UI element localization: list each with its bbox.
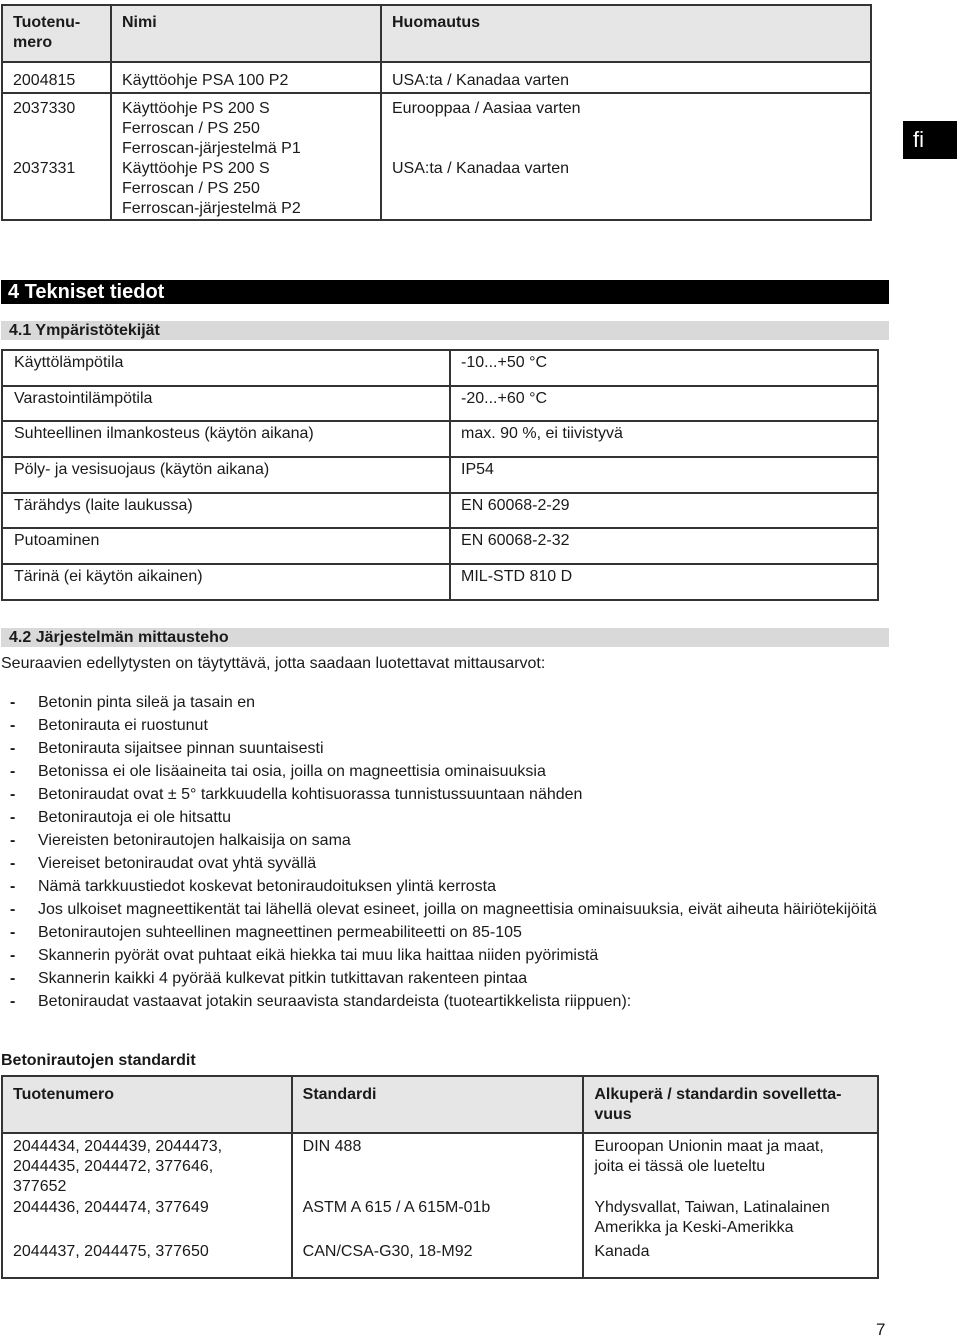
cell-value: -20...+60 °C bbox=[450, 386, 878, 422]
cell-product-number: 2044434, 2044439, 2044473, 2044435, 2044472, 377646, 377652 bbox=[13, 1138, 223, 1195]
list-item-text: Betonirauta ei ruostunut bbox=[38, 717, 208, 734]
table-row bbox=[2, 528, 878, 564]
language-tab: fi bbox=[903, 121, 957, 159]
list-item bbox=[10, 693, 889, 713]
cell-value: -10...+50 °C bbox=[450, 350, 878, 386]
header-product-number: Tuotenu- mero bbox=[2, 5, 111, 62]
cell-origin: Kanada bbox=[583, 1242, 878, 1278]
requirements-list bbox=[10, 693, 889, 1015]
list-item-text: Betoniraudat ovat ± 5° tarkkuudella kohtisuorassa tunnistussuuntaan nähden bbox=[38, 786, 583, 803]
list-item bbox=[10, 716, 889, 736]
cell-parameter: Pöly- ja vesisuojaus (käytön aikana) bbox=[2, 457, 450, 493]
header-note: Huomautus bbox=[381, 5, 871, 62]
cell-product-number: 2044436, 2044474, 377649 bbox=[13, 1199, 209, 1216]
table-row bbox=[2, 62, 871, 93]
cell-origin: Yhdysvallat, Taiwan, Latinalainen Amerikka ja Keski-Amerikka bbox=[583, 1198, 878, 1242]
cell-standard: CAN/CSA-G30, 18-M92 bbox=[292, 1242, 584, 1278]
table-row bbox=[2, 93, 871, 159]
list-item bbox=[10, 808, 889, 828]
cell-value: max. 90 %, ei tiivistyvä bbox=[450, 421, 878, 457]
list-item-text: Betonirautojen suhteellinen magneettinen permeabiliteetti on 85-105 bbox=[38, 924, 522, 941]
list-item-text: Betonissa ei ole lisäaineita tai osia, joilla on magneettisia ominaisuuksia bbox=[38, 763, 546, 780]
environment-table bbox=[1, 349, 879, 601]
list-bullet: - bbox=[10, 740, 16, 757]
cell-product-number: 2044437, 2044475, 377650 bbox=[13, 1243, 209, 1260]
list-item bbox=[10, 923, 889, 943]
table-header-row bbox=[2, 5, 871, 62]
cell-note: USA:ta / Kanadaa varten bbox=[381, 159, 871, 220]
list-bullet: - bbox=[10, 970, 16, 987]
list-item bbox=[10, 854, 889, 874]
table-row bbox=[2, 564, 878, 600]
list-bullet: - bbox=[10, 717, 16, 734]
cell-name: Käyttöohje PS 200 S Ferroscan / PS 250 Ferroscan-järjestelmä P2 bbox=[111, 159, 381, 220]
list-item bbox=[10, 762, 889, 782]
cell-parameter: Varastointilämpötila bbox=[2, 386, 450, 422]
list-bullet: - bbox=[10, 763, 16, 780]
list-item-text: Skannerin pyörät ovat puhtaat eikä hiekka tai muu lika haittaa niiden pyörimistä bbox=[38, 947, 599, 964]
cell-product-number: 2037330 bbox=[13, 100, 76, 117]
cell-parameter: Tärähdys (laite laukussa) bbox=[2, 493, 450, 529]
page-number: 7 bbox=[876, 1320, 886, 1339]
list-bullet: - bbox=[10, 947, 16, 964]
cell-name: Käyttöohje PS 200 S Ferroscan / PS 250 Ferroscan-järjestelmä P1 bbox=[111, 93, 381, 159]
list-bullet: - bbox=[10, 878, 16, 895]
list-bullet: - bbox=[10, 694, 16, 711]
table-row bbox=[2, 1198, 878, 1242]
cell-name: Käyttöohje PSA 100 P2 bbox=[111, 62, 381, 93]
cell-standard: DIN 488 bbox=[292, 1133, 584, 1198]
cell-product-number: 2037331 bbox=[13, 160, 76, 177]
list-item-text: Betonin pinta sileä ja tasain en bbox=[38, 694, 256, 711]
list-item bbox=[10, 969, 889, 989]
cell-product-number: 2004815 bbox=[2, 62, 111, 93]
list-item-text: Viereiset betoniraudat ovat yhtä syvällä bbox=[38, 855, 317, 872]
list-bullet: - bbox=[10, 901, 16, 918]
list-item bbox=[10, 992, 889, 1012]
list-bullet: - bbox=[10, 809, 16, 826]
table-row bbox=[2, 159, 871, 220]
header-origin: Alkuperä / standardin sovelletta- vuus bbox=[583, 1076, 878, 1133]
list-item bbox=[10, 900, 889, 920]
list-bullet: - bbox=[10, 993, 16, 1010]
cell-parameter: Tärinä (ei käytön aikainen) bbox=[14, 568, 203, 586]
cell-note: USA:ta / Kanadaa varten bbox=[381, 62, 871, 93]
products-table bbox=[1, 4, 872, 221]
cell-standard: ASTM A 615 / A 615M-01b bbox=[292, 1198, 584, 1242]
header-product-number: Tuotenumero bbox=[2, 1076, 292, 1133]
table-header-row bbox=[2, 1076, 878, 1133]
standards-title: Betonirautojen standardit bbox=[1, 1052, 196, 1069]
list-bullet: - bbox=[10, 855, 16, 872]
cell-value: MIL-STD 810 D bbox=[450, 564, 878, 600]
list-item bbox=[10, 739, 889, 759]
list-item-text: Viereisten betonirautojen halkaisija on sama bbox=[38, 832, 351, 849]
list-item-text: Betonirautoja ei ole hitsattu bbox=[38, 809, 232, 826]
list-item-text: Betoniraudat vastaavat jotakin seuraavista standardeista (tuoteartikkelista riippuen): bbox=[38, 993, 632, 1010]
list-item-text: Nämä tarkkuustiedot koskevat betoniraudoituksen ylintä kerrosta bbox=[38, 878, 497, 895]
cell-parameter: Käyttölämpötila bbox=[2, 350, 450, 386]
subsection-heading-4-2: 4.2 Järjestelmän mittausteho bbox=[1, 628, 889, 647]
list-item-text: Betonirauta sijaitsee pinnan suuntaisesti bbox=[38, 740, 324, 757]
subsection-heading-4-1: 4.1 Ympäristötekijät bbox=[1, 321, 889, 340]
standards-table bbox=[1, 1075, 879, 1279]
table-row bbox=[2, 493, 878, 529]
cell-value: EN 60068-2-29 bbox=[450, 493, 878, 529]
cell-origin: Euroopan Unionin maat ja maat, joita ei tässä ole lueteltu bbox=[583, 1133, 878, 1198]
list-item-text: Jos ulkoiset magneettikentät tai lähellä olevat esineet, joilla on magneettisia ominaisuuksia, eivät aiheuta häiriötekijöitä bbox=[38, 901, 877, 918]
cell-parameter: Suhteellinen ilmankosteus (käytön aikana) bbox=[2, 421, 450, 457]
cell-value: IP54 bbox=[450, 457, 878, 493]
table-row bbox=[2, 350, 878, 386]
list-item bbox=[10, 877, 889, 897]
table-row bbox=[2, 1242, 878, 1278]
table-row bbox=[2, 1133, 878, 1198]
table-row bbox=[2, 386, 878, 422]
intro-text: Seuraavien edellytysten on täytyttävä, jotta saadaan luotettavat mittausarvot: bbox=[1, 655, 546, 672]
header-name: Nimi bbox=[111, 5, 381, 62]
section-heading: 4 Tekniset tiedot bbox=[1, 280, 889, 304]
table-row bbox=[2, 457, 878, 493]
list-bullet: - bbox=[10, 832, 16, 849]
list-bullet: - bbox=[10, 786, 16, 803]
list-item bbox=[10, 831, 889, 851]
list-bullet: - bbox=[10, 924, 16, 941]
cell-value: EN 60068-2-32 bbox=[450, 528, 878, 564]
header-standard: Standardi bbox=[292, 1076, 584, 1133]
cell-note: Eurooppaa / Aasiaa varten bbox=[381, 93, 871, 159]
cell-parameter: Putoaminen bbox=[2, 528, 450, 564]
list-item bbox=[10, 785, 889, 805]
list-item bbox=[10, 946, 889, 966]
table-row bbox=[2, 421, 878, 457]
list-item-text: Skannerin kaikki 4 pyörää kulkevat pitkin tutkittavan rakenteen pintaa bbox=[38, 970, 528, 987]
